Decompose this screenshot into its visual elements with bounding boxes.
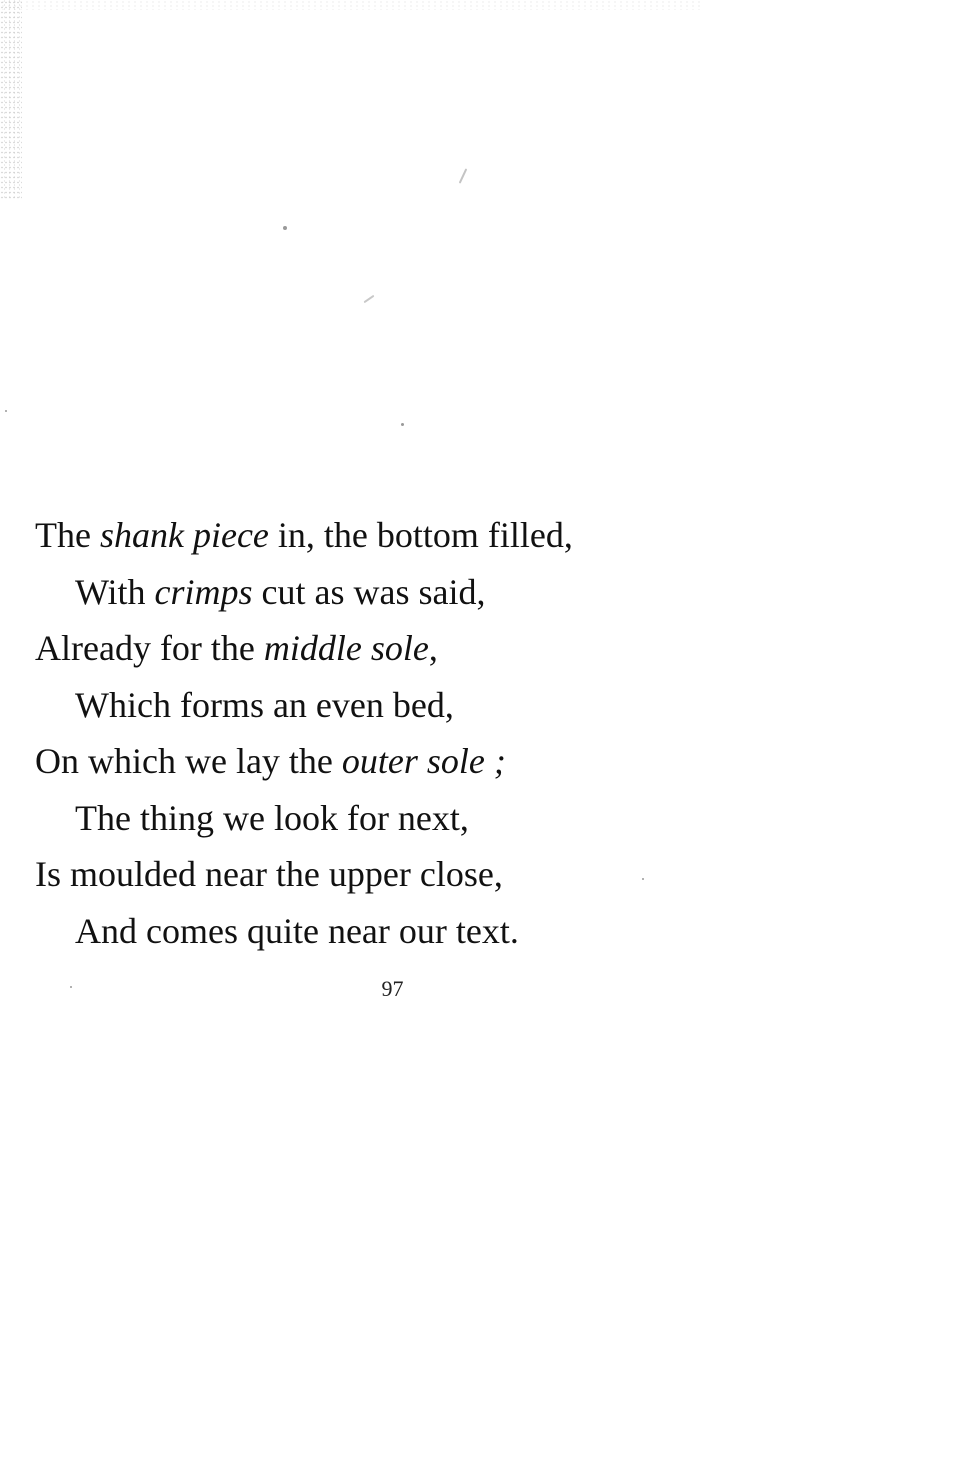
- poem-line-4: Which forms an even bed,: [75, 684, 454, 725]
- scan-speck: [459, 168, 468, 183]
- scan-speck: [5, 410, 7, 412]
- poem-line-6: The thing we look for next,: [75, 797, 469, 838]
- poem-line-2: With crimps cut as was said,: [75, 571, 486, 612]
- scan-noise-left: [0, 0, 22, 200]
- poem-line-1: The shank piece in, the bottom filled,: [35, 515, 573, 555]
- scan-speck: [401, 423, 404, 426]
- page-number: 97: [381, 976, 404, 1001]
- poem-stanza: [35, 507, 795, 959]
- poem-line-8: And comes quite near our text.: [75, 910, 519, 951]
- scan-speck: [283, 226, 287, 230]
- scan-speck: [364, 295, 375, 304]
- poem-line-3: Already for the middle sole,: [35, 628, 438, 668]
- scan-noise-top: [0, 0, 700, 10]
- poem-line-5: On which we lay the outer sole ;: [35, 741, 506, 781]
- poem-line-7: Is moulded near the upper close,: [35, 854, 503, 894]
